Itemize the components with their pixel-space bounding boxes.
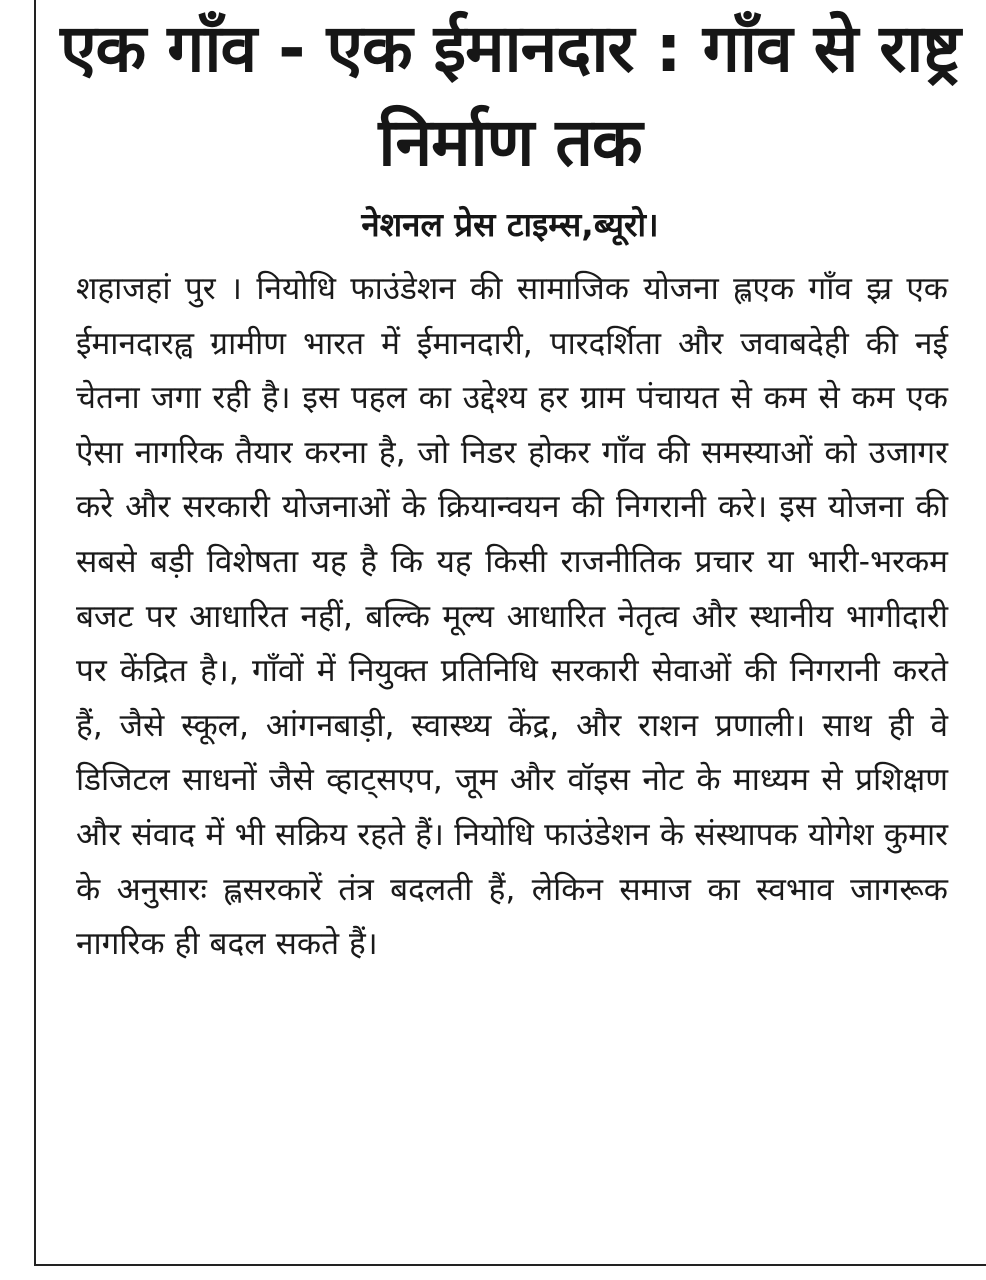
article-headline: एक गाँव - एक ईमानदार : गाँव से राष्ट्र निर्माण तक [60, 10, 960, 181]
article-body: शहाजहां पुर । नियोधि फाउंडेशन की सामाजिक योजना ह्लएक गाँव झ्र एक ईमानदारह्व ग्रामीण भारत में ईमानदारी, पारदर्शिता और जवाबदेही की नई चेतना जगा रही है। इस पहल का उद्देश्य हर ग्राम पंचायत से कम से कम एक ऐसा नागरिक तैयार करना है, जो निडर होकर गाँव की समस्याओं को उजागर करे और सरकारी योजनाओं के क्रियान्वयन की निगरानी करे। इस योजना की सबसे बड़ी विशेषता यह है कि यह किसी राजनीतिक प्रचार या भारी-भरकम बजट पर आधारित नहीं, बल्कि मूल्य आधारित नेतृत्व और स्थानीय भागीदारी पर केंद्रित है।, गाँवों में नियुक्त प्रतिनिधि सरकारी सेवाओं की निगरानी करते हैं, जैसे स्कूल, आंगनबाड़ी, स्वास्थ्य केंद्र, और राशन प्रणाली। साथ ही वे डिजिटल साधनों जैसे व्हाट्सएप, जूम और वॉइस नोट के माध्यम से प्रशिक्षण और संवाद में भी सक्रिय रहते हैं। नियोधि फाउंडेशन के संस्थापक योगेश कुमार के अनुसारः ह्लसरकारें तंत्र बदलती हैं, लेकिन समाज का स्वभाव जागरूक नागरिक ही बदल सकते हैं। [76, 271, 948, 963]
article-byline: नेशनल प्रेस टाइम्स,ब्यूरो। [361, 205, 659, 244]
